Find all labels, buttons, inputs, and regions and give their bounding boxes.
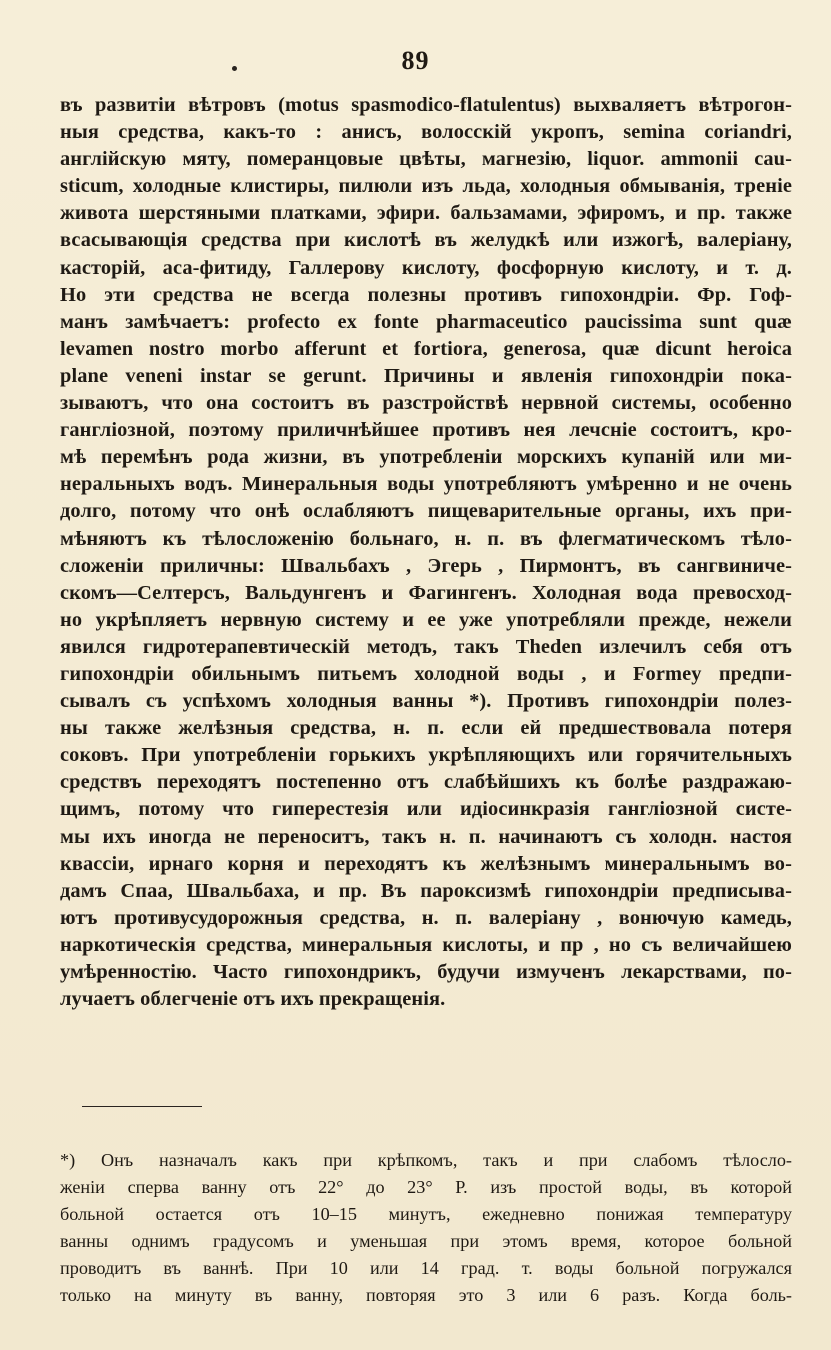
text-line: щимъ, потому что гиперестезія или идіосинкразія гангліозной систе- bbox=[60, 798, 792, 821]
text-line: средствъ переходятъ постепенно отъ слабѣйшихъ къ болѣе раздражаю- bbox=[60, 771, 792, 794]
text-line: въ развитіи вѣтровъ (motus spasmodico-flatulentus) выхваляетъ вѣтрогон- bbox=[60, 94, 792, 116]
footnote-line: только на минуту въ ванну, повторяя это 3 или 6 разъ. Когда боль- bbox=[60, 1285, 792, 1306]
footnote-line: ванны однимъ градусомъ и уменьшая при этомъ время, которое больной bbox=[60, 1231, 792, 1252]
footnote bbox=[60, 1150, 792, 1313]
footnote-line: женіи сперва ванну отъ 22° до 23° Р. изъ простой воды, въ которой bbox=[60, 1177, 792, 1198]
text-line: живота шерстяными платками, эфири. бальзамами, эфиромъ, и пр. также bbox=[60, 202, 792, 225]
footnote-line: проводитъ въ ваннѣ. При 10 или 14 град. т. воды больной погружался bbox=[60, 1258, 792, 1279]
text-line: но укрѣпляетъ нервную систему и ее уже употребляли прежде, нежели bbox=[60, 608, 792, 631]
text-line: мѣ перемѣнъ рода жизни, въ употребленіи морскихъ купаній или ми- bbox=[60, 446, 792, 469]
text-line: наркотическія средства, минеральныя кислоты, и пр , но съ величайшею bbox=[60, 933, 792, 956]
text-line: умѣренностію. Часто гипохондрикъ, будучи измученъ лекарствами, по- bbox=[60, 961, 792, 983]
text-line: зываютъ, что она состоитъ въ разстройствѣ нервной системы, особенно bbox=[60, 392, 792, 415]
text-line: ны также желѣзныя средства, н. п. если ей предшествовала потеря bbox=[60, 717, 792, 740]
text-line: ютъ противусудорожныя средства, н. п. валеріану , вонючую камедь, bbox=[60, 906, 792, 929]
footnote-divider bbox=[82, 1106, 202, 1107]
text-line: ныя средства, какъ-то : анисъ, волосскій укропъ, semina coriandri, bbox=[60, 121, 792, 144]
text-line: скомъ—Селтерсъ, Вальдунгенъ и Фагингенъ. Холодная вода превосход- bbox=[60, 581, 792, 604]
text-line: sticum, холодные клистиры, пилюли изъ льда, холодныя обмыванія, треніе bbox=[60, 175, 792, 198]
text-line: мы ихъ иногда не переноситъ, такъ н. п. начинаютъ съ холодн. настоя bbox=[60, 825, 792, 848]
text-line: гипохондріи обильнымъ питьемъ холодной воды , и Formey предпи- bbox=[60, 662, 792, 685]
text-line: мѣняютъ къ тѣлосложенію больнаго, н. п. въ флегматическомъ тѣло- bbox=[60, 527, 792, 550]
page-number: 89 bbox=[401, 46, 430, 75]
text-line: соковъ. При употребленіи горькихъ укрѣпляющихъ или горячительныхъ bbox=[60, 744, 792, 767]
text-line: Но эти средства не всегда полезны противъ гипохондріи. Фр. Гоф- bbox=[60, 283, 792, 306]
text-line: касторій, аса-фитиду, Галлерову кислоту, фосфорную кислоту, и т. д. bbox=[60, 256, 792, 279]
footnote-line: *) Онъ назначалъ какъ при крѣпкомъ, такъ и при слабомъ тѣлосло- bbox=[60, 1150, 792, 1170]
text-line: манъ замѣчаетъ: profecto ex fonte pharmaceutico paucissima sunt quæ bbox=[60, 310, 792, 333]
body-text bbox=[60, 92, 792, 1013]
text-line: англійскую мяту, померанцовые цвѣты, магнезію, liquor. ammonii cau- bbox=[60, 148, 792, 171]
text-line: levamen nostro morbo afferunt et fortiora, generosa, quæ dicunt heroica bbox=[60, 337, 792, 360]
text-line: сывалъ съ успѣхомъ холодныя ванны *). Противъ гипохондріи полез- bbox=[60, 690, 792, 713]
text-line: всасывающія средства при кислотѣ въ желудкѣ или изжогѣ, валеріану, bbox=[60, 229, 792, 252]
text-line: сложеніи приличны: Швальбахъ , Эгерь , Пирмонтъ, въ сангвиниче- bbox=[60, 554, 792, 577]
text-line: лучаетъ облегченіе отъ ихъ прекращенія. bbox=[60, 988, 446, 1011]
text-line: квассіи, ирнаго корня и переходятъ къ желѣзнымъ минеральнымъ во- bbox=[60, 852, 792, 875]
text-line: plane veneni instar se gerunt. Причины и явленія гипохондріи пока- bbox=[60, 364, 792, 387]
text-line: гангліозной, поэтому приличнѣйшее противъ нея лечсніе состоитъ, кро- bbox=[60, 419, 792, 442]
text-line: долго, потому что онѣ ослабляютъ пищеварительные органы, ихъ при- bbox=[60, 500, 792, 523]
text-line: явился гидротерапевтическій методъ, такъ Theden излечилъ себя отъ bbox=[60, 635, 792, 658]
text-line: дамъ Спаа, Швальбаха, и пр. Въ пароксизмѣ гипохондріи предписыва- bbox=[60, 879, 792, 902]
footnote-line: больной остается отъ 10–15 минутъ, ежедневно понижая температуру bbox=[60, 1204, 792, 1225]
page-header bbox=[0, 46, 831, 86]
text-line: неральныхъ водъ. Минеральныя воды употребляютъ умѣренно и не очень bbox=[60, 473, 792, 496]
